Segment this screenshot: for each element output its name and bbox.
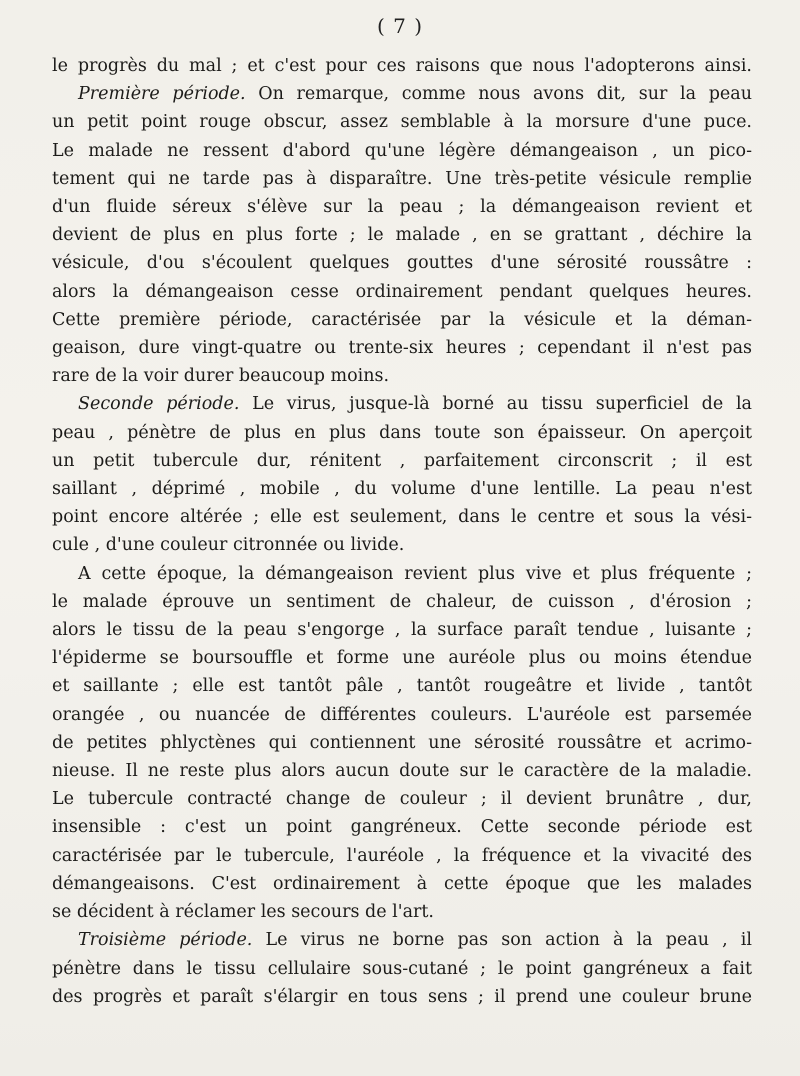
text-line: [52, 447, 752, 475]
text-line: [52, 362, 752, 390]
line-text: des progrès et paraît s'élargir en tous sens ; il prend une couleur brune: [52, 986, 752, 1007]
line-text: le malade éprouve un sentiment de chaleur, de cuisson , d'érosion ;: [52, 591, 752, 612]
line-text: Le malade ne ressent d'abord qu'une légère démangeaison , un pico-: [52, 140, 752, 161]
text-line: [52, 306, 752, 334]
text-line: [52, 221, 752, 249]
section-heading: Seconde période.: [78, 394, 240, 415]
line-text: point encore altérée ; elle est seulement, dans le centre et sous la vési-: [52, 507, 752, 528]
section-heading: Troisième période.: [78, 930, 253, 951]
line-text: Le tubercule contracté change de couleur ; il devient brunâtre , dur,: [52, 789, 752, 810]
line-text: de petites phlyctènes qui contiennent une sérosité roussâtre et acrimo-: [52, 732, 752, 753]
text-line: [52, 616, 752, 644]
text-line: [52, 419, 752, 447]
line-text: le progrès du mal ; et c'est pour ces raisons que nous l'adopterons ainsi.: [52, 56, 752, 76]
text-line: [52, 390, 752, 418]
line-text: devient de plus en plus forte ; le malade , en se grattant , déchire la: [52, 225, 752, 246]
text-line: [52, 898, 752, 926]
text-line: [52, 278, 752, 306]
text-line: [52, 757, 752, 785]
line-text: et saillante ; elle est tantôt pâle , tantôt rougeâtre et livide , tantôt: [52, 676, 752, 697]
text-line: [52, 560, 752, 588]
body-text: [52, 52, 752, 1011]
text-line: [52, 588, 752, 616]
line-text: se décident à réclamer les secours de l'art.: [52, 902, 434, 923]
line-text: un petit point rouge obscur, assez semblable à la morsure d'une puce.: [52, 112, 752, 133]
text-line: [52, 785, 752, 813]
line-text: cule , d'une couleur citronnée ou livide.: [52, 535, 405, 556]
text-line: [52, 842, 752, 870]
text-line: [52, 701, 752, 729]
line-text: d'un fluide séreux s'élève sur la peau ; la démangeaison revient et: [52, 197, 752, 218]
line-text: Le virus, jusque-là borné au tissu superficiel de la: [239, 394, 752, 415]
text-line: [52, 108, 752, 136]
text-line: [52, 644, 752, 672]
line-text: un petit tubercule dur, rénitent , parfaitement circonscrit ; il est: [52, 450, 752, 471]
text-line: [52, 137, 752, 165]
line-text: alors le tissu de la peau s'engorge , la surface paraît tendue , luisante ;: [52, 620, 752, 641]
line-text: A cette époque, la démangeaison revient plus vive et plus fréquente ;: [78, 563, 752, 584]
text-line: [52, 983, 752, 1011]
text-line: [52, 165, 752, 193]
line-text: démangeaisons. C'est ordinairement à cette époque que les malades: [52, 873, 752, 894]
text-line: [52, 870, 752, 898]
line-text: tement qui ne tarde pas à disparaître. Une très-petite vésicule remplie: [52, 168, 752, 189]
line-text: orangée , ou nuancée de différentes couleurs. L'auréole est parsemée: [52, 704, 752, 725]
line-text: Cette première période, caractérisée par la vésicule et la déman-: [52, 309, 752, 330]
text-line: [52, 672, 752, 700]
line-text: Le virus ne borne pas son action à la peau , il: [252, 930, 753, 951]
text-line: [52, 955, 752, 983]
paragraph: [52, 80, 752, 390]
text-line: [52, 813, 752, 841]
page-number: ( 7 ): [376, 14, 424, 38]
text-line: [52, 80, 752, 108]
text-line: [52, 503, 752, 531]
paragraph: [52, 52, 752, 80]
line-text: alors la démangeaison cesse ordinairement pendant quelques heures.: [52, 281, 752, 302]
line-text: nieuse. Il ne reste plus alors aucun doute sur le caractère de la maladie.: [52, 761, 752, 782]
line-text: saillant , déprimé , mobile , du volume d'une lentille. La peau n'est: [52, 479, 752, 500]
line-text: pénètre dans le tissu cellulaire sous-cutané ; le point gangréneux a fait: [52, 958, 752, 979]
line-text: vésicule, d'ou s'écoulent quelques gouttes d'une sérosité roussâtre :: [52, 253, 752, 274]
paragraph: [52, 390, 752, 559]
text-line: [52, 249, 752, 277]
line-text: l'épiderme se boursouffle et forme une auréole plus ou moins étendue: [52, 648, 752, 669]
line-text: caractérisée par le tubercule, l'auréole , la fréquence et la vivacité des: [52, 845, 752, 866]
paragraph: [52, 560, 752, 927]
line-text: geaison, dure vingt-quatre ou trente-six heures ; cependant il n'est pas: [52, 338, 752, 359]
line-text: insensible : c'est un point gangréneux. Cette seconde période est: [52, 817, 752, 838]
section-heading: Première période.: [78, 84, 246, 105]
text-line: [52, 531, 752, 559]
paragraph: [52, 926, 752, 1011]
line-text: rare de la voir durer beaucoup moins.: [52, 366, 390, 387]
text-line: [52, 475, 752, 503]
text-line: [52, 52, 752, 80]
line-text: peau , pénètre de plus en plus dans toute son épaisseur. On aperçoit: [52, 422, 752, 443]
text-line: [52, 926, 752, 954]
line-text: On remarque, comme nous avons dit, sur la peau: [245, 84, 752, 105]
text-line: [52, 334, 752, 362]
text-line: [52, 193, 752, 221]
text-line: [52, 729, 752, 757]
